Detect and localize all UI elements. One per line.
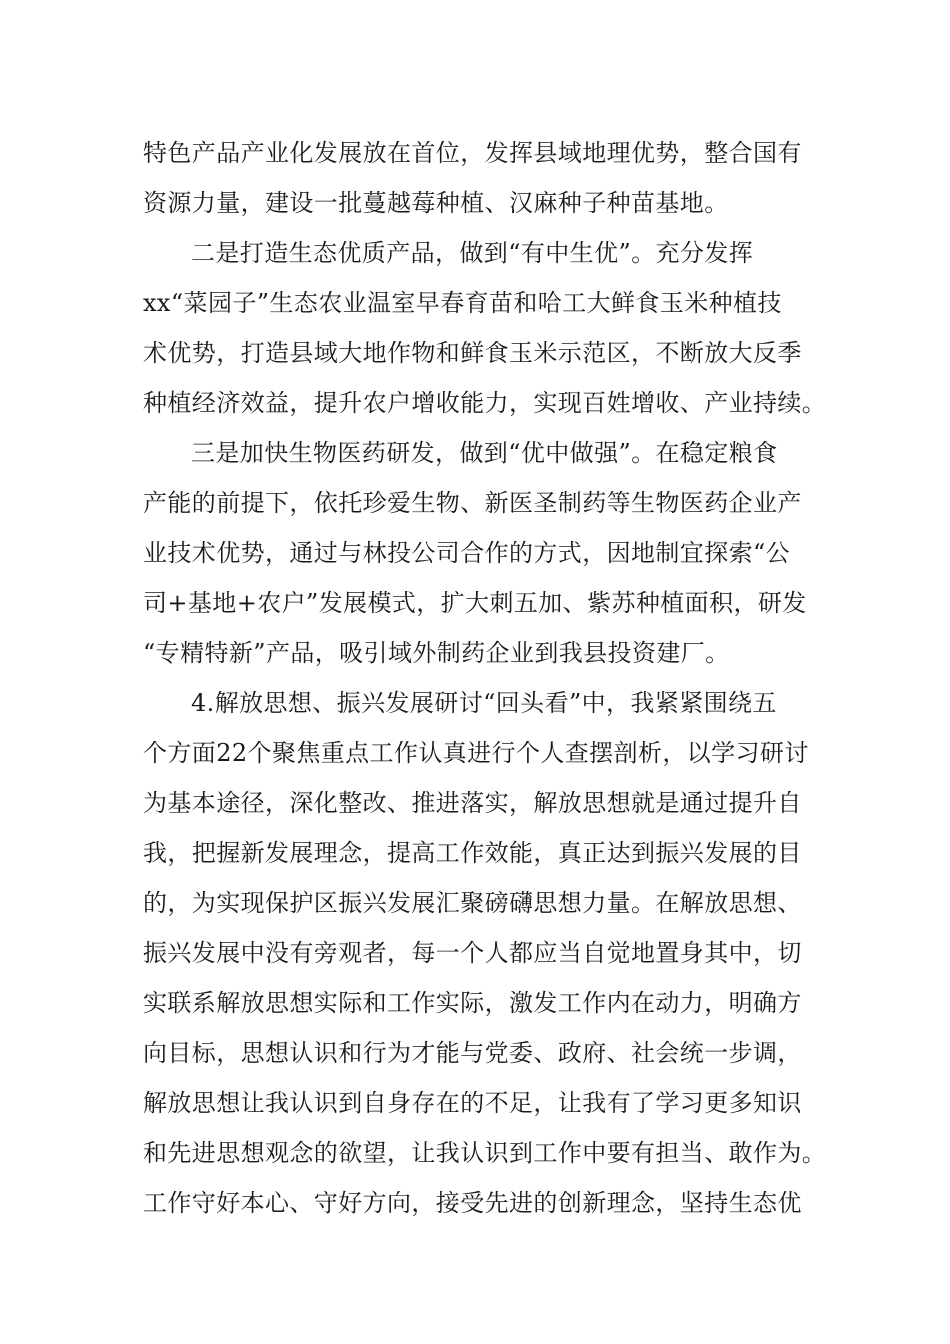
text-line: 向目标，思想认识和行为才能与党委、政府、社会统一步调， bbox=[143, 1039, 802, 1067]
text-line: 实联系解放思想实际和工作实际，激发工作内在动力，明确方 bbox=[143, 989, 802, 1017]
text-line: 特色产品产业化发展放在首位，发挥县域地理优势，整合国有 bbox=[143, 139, 802, 167]
text-line: 4.解放思想、振兴发展研讨“回头看”中，我紧紧围绕五 bbox=[191, 689, 777, 717]
text-line: 种植经济效益，提升农户增收能力，实现百姓增收、产业持续。 bbox=[143, 389, 827, 417]
text-line: 我，把握新发展理念，提高工作效能，真正达到振兴发展的目 bbox=[143, 839, 802, 867]
document-body bbox=[143, 128, 833, 1228]
text-line: 二是打造生态优质产品，做到“有中生优”。充分发挥 bbox=[191, 239, 754, 267]
text-line: 资源力量，建设一批蔓越莓种植、汉麻种子种苗基地。 bbox=[143, 189, 729, 217]
text-line: 的，为实现保护区振兴发展汇聚磅礴思想力量。在解放思想、 bbox=[143, 889, 802, 917]
text-line: 个方面22个聚焦重点工作认真进行个人查摆剖析，以学习研讨 bbox=[143, 739, 809, 767]
text-line: 三是加快生物医药研发，做到“优中做强”。在稳定粮食 bbox=[191, 439, 778, 467]
text-line: 解放思想让我认识到自身存在的不足，让我有了学习更多知识 bbox=[143, 1089, 802, 1117]
text-line: xx“菜园子”生态农业温室早春育苗和哈工大鲜食玉米种植技 bbox=[143, 289, 782, 317]
text-line: 术优势，打造县域大地作物和鲜食玉米示范区，不断放大反季 bbox=[143, 339, 802, 367]
text-line: “专精特新”产品，吸引域外制药企业到我县投资建厂。 bbox=[143, 639, 730, 667]
text-line: 工作守好本心、守好方向，接受先进的创新理念，坚持生态优 bbox=[143, 1189, 802, 1217]
text-line: 为基本途径，深化整改、推进落实，解放思想就是通过提升自 bbox=[143, 789, 802, 817]
text-line: 司+基地+农户”发展模式，扩大刺五加、紫苏种植面积，研发 bbox=[143, 589, 807, 617]
text-line: 和先进思想观念的欲望，让我认识到工作中要有担当、敢作为。 bbox=[143, 1139, 827, 1167]
text-line: 振兴发展中没有旁观者，每一个人都应当自觉地置身其中，切 bbox=[143, 939, 802, 967]
text-line: 业技术优势，通过与林投公司合作的方式，因地制宜探索“公 bbox=[143, 539, 791, 567]
text-line: 产能的前提下，依托珍爱生物、新医圣制药等生物医药企业产 bbox=[143, 489, 802, 517]
